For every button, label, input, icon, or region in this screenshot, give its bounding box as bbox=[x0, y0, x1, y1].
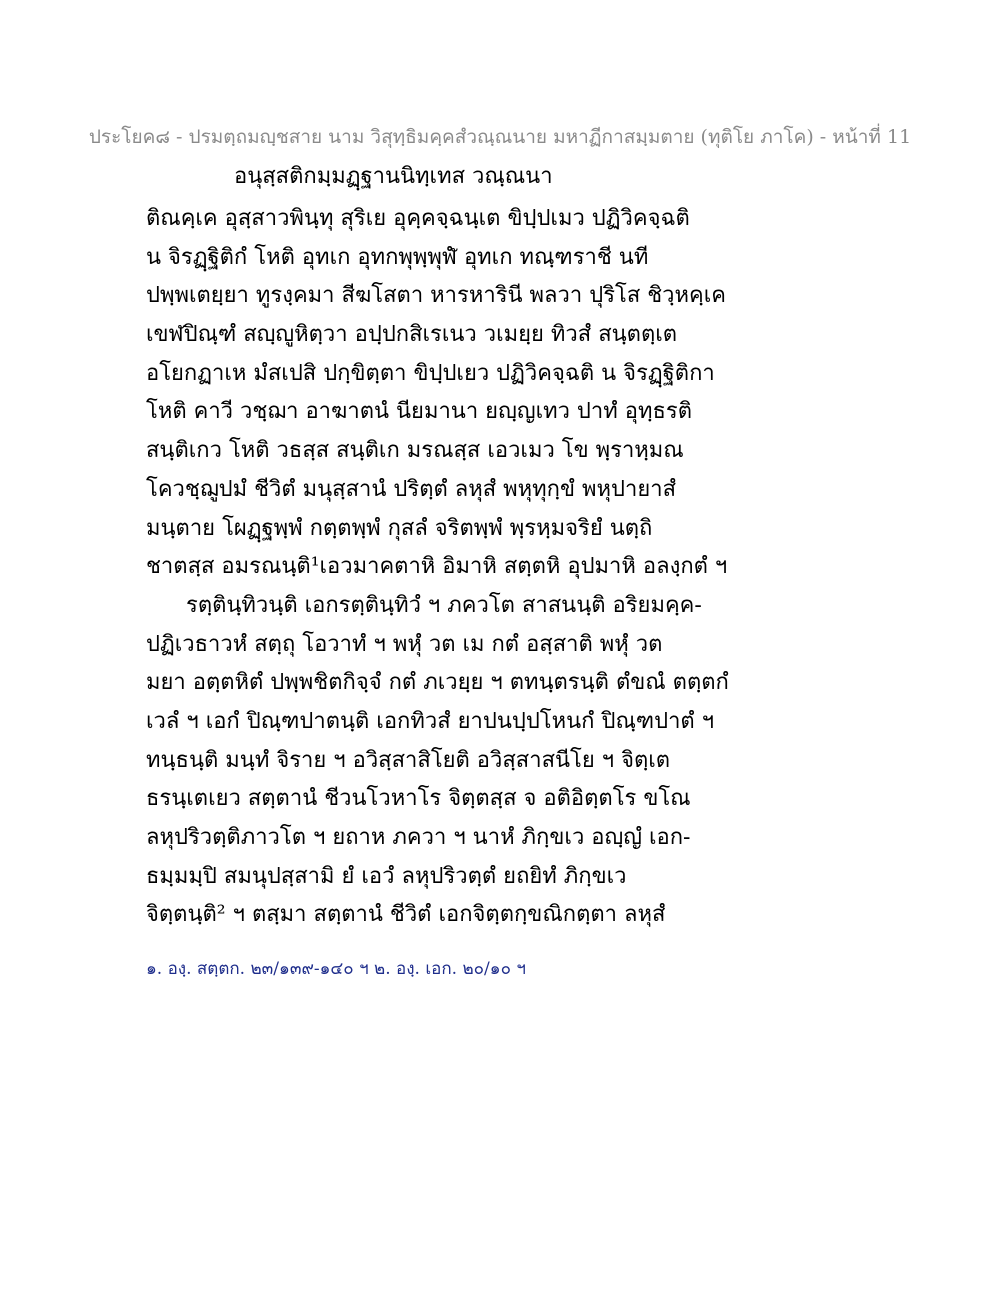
text-line: ปพฺพเตยฺยา ทูรงฺคมา สีฆโสตา หารหารินี พลวา ปุริโส ชิวฺหคฺเค bbox=[146, 283, 726, 309]
text-line: อโยกฏาเห มํสเปสิ ปกฺขิตฺตา ขิปฺปเยว ปฏิวิคจฺฉติ น จิรฏฺฐิติกา bbox=[146, 360, 715, 386]
text-line: ทนฺธนฺติ มนฺทํ จิราย ฯ อวิสฺสาสิโยติ อวิสฺสาสนีโย ฯ จิตฺเต bbox=[146, 747, 671, 773]
footnote: ๑. องฺ. สตฺตก. ๒๓/๑๓๙-๑๔๐ ฯ ๒. องฺ. เอก. ๒๐/๑๐ ฯ bbox=[146, 959, 526, 979]
text-line: ธมฺมมฺปิ สมนุปสฺสามิ ยํ เอวํ ลหุปริวตฺตํ ยถยิทํ ภิกฺขเว bbox=[146, 863, 627, 889]
paragraph-start-line: รตฺตินฺทิวนฺติ เอกรตฺตินฺทิวํ ฯ ภควโต สาสนนฺติ อริยมคฺค- bbox=[186, 592, 702, 618]
text-line: เวลํ ฯ เอกํ ปิณฺฑปาตนฺติ เอกทิวสํ ยาปนปฺปโหนกํ ปิณฺฑปาตํ ฯ bbox=[146, 708, 715, 734]
text-line: ปฏิเวธาวหํ สตฺถุ โอวาทํ ฯ พหุํ วต เม กตํ อสฺสาติ พหุํ วต bbox=[146, 631, 663, 657]
text-line: มนฺตาย โผฏฺฐพฺพํ กตฺตพฺพํ กุสลํ จริตพฺพํ พฺรหฺมจริยํ นตฺถิ bbox=[146, 515, 653, 541]
text-line: จิตฺตนฺติ² ฯ ตสฺมา สตฺตานํ ชีวิตํ เอกจิตฺตกฺขณิกตฺตา ลหุสํ bbox=[146, 902, 666, 928]
text-line: ติณคฺเค อุสฺสาวพินฺทุ สุริเย อุคฺคจฺฉนฺเต ขิปฺปเมว ปฏิวิคจฺฉติ bbox=[146, 206, 690, 231]
text-line: ลหุปริวตฺติภาวโต ฯ ยถาห ภควา ฯ นาหํ ภิกฺขเว อญฺญํ เอก- bbox=[146, 825, 691, 850]
text-line: โควชฺฌูปมํ ชีวิตํ มนุสฺสานํ ปริตฺตํ ลหุสํ พหุทุกฺขํ พหุปายาสํ bbox=[146, 476, 677, 502]
text-line: น จิรฏฺฐิติกํ โหติ อุทเก อุทกพุพฺพุฬํ อุทเก ทณฺฑราชี นที bbox=[146, 244, 649, 270]
text-line: โหติ คาวี วชฺฌา อาฆาตนํ นียมานา ยญฺญเทว ปาทํ อุทฺธรติ bbox=[146, 399, 692, 425]
text-line: ธรนฺเตเยว สตฺตานํ ชีวนโวหาโร จิตฺตสฺส จ อติอิตฺตโร ขโณ bbox=[146, 786, 691, 812]
text-line: มยา อตฺตหิตํ ปพฺพชิตกิจฺจํ กตํ ภเวยฺย ฯ ตทนฺตรนฺติ ตํขณํ ตตฺตกํ bbox=[146, 670, 729, 696]
body-text bbox=[146, 200, 729, 935]
section-title: อนุสฺสติกมฺมฏฺฐานนิทฺเทส วณฺณนา bbox=[234, 164, 553, 189]
text-line: เขฬปิณฺฑํ สญฺญูหิตฺวา อปฺปกสิเรเนว วเมยฺย ทิวสํ สนฺตตฺเต bbox=[146, 322, 678, 348]
text-line: ชาตสฺส อมรณนฺติ¹เอวมาคตาหิ อิมาหิ สตฺตหิ อุปมาหิ อลงฺกตํ ฯ bbox=[146, 554, 728, 580]
page-header: ประโยค๘ - ปรมตฺถมญฺชสาย นาม วิสุทฺธิมคฺคสํวณฺณนาย มหาฏีกาสมฺมตาย (ทุติโย ภาโค) - หน้าที่ 11 bbox=[88, 126, 912, 148]
text-line: สนฺติเกว โหติ วธสฺส สนฺติเก มรณสฺส เอวเมว โข พฺราหฺมณ bbox=[146, 438, 684, 464]
